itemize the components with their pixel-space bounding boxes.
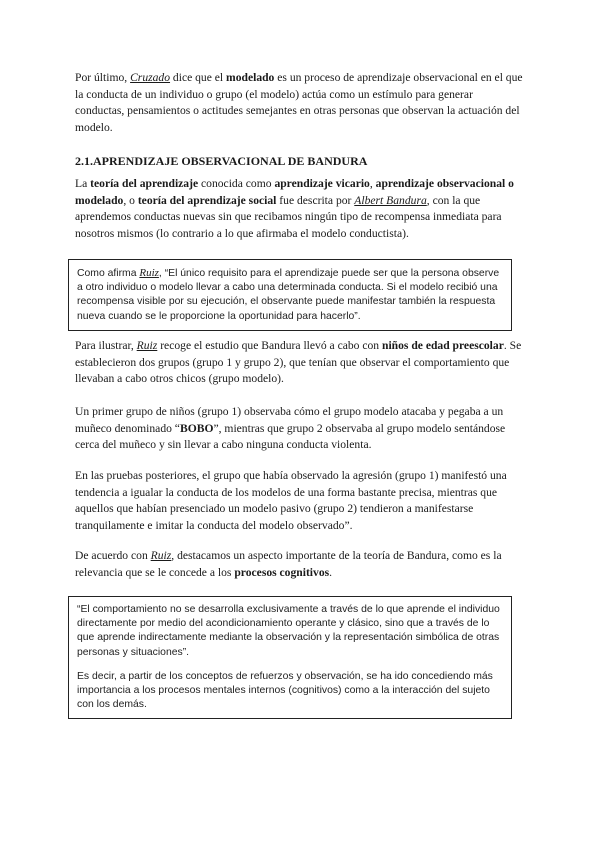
link-ruiz[interactable]: Ruiz xyxy=(139,267,159,279)
quote-box-ruiz xyxy=(68,259,512,331)
link-cruzado[interactable]: Cruzado xyxy=(130,71,171,84)
paragraph-bobo: Un primer grupo de niños (grupo 1) observaba cómo el grupo modelo atacaba y pegaba a un muñeco denominado “BOBO”, mientras que grupo 2 observaba al grupo modelo sentándose cerca del muñeco y sin llevar a cabo ninguna conducta violenta. xyxy=(75,405,506,452)
quote-text: Es decir, a partir de los conceptos de refuerzos y observación, se ha ido concediendo más importancia a los procesos mentales internos (cognitivos) como a la interacción del sujeto con los demás. xyxy=(77,670,493,711)
quote-text: Como afirma Ruiz, “El único requisito para el aprendizaje puede ser que la persona observe a otro individuo o modelo llevar a cabo una determinada conducta. Si el modelo recibió una recompensa visible por su ejecución, el observante puede manifestar también la respuesta nueva cuando se le proporcione la oportunidad para hacerlo”. xyxy=(77,267,500,322)
paragraph-modelado: Por último, Cruzado dice que el modelado es un proceso de aprendizaje observacional en el que la conducta de un individuo o grupo (el modelo) actúa como un estímulo para generar conductas, pensamientos o actitudes semejantes en otras personas que observan la actuación del modelo. xyxy=(75,71,523,134)
link-ruiz[interactable]: Ruiz xyxy=(136,339,158,352)
link-ruiz[interactable]: Ruiz xyxy=(150,549,172,562)
paragraph-ilustrar: Para ilustrar, Ruiz recoge el estudio que Bandura llevó a cabo con niños de edad preescolar. Se establecieron dos grupos (grupo 1 y grupo 2), que tenían que observar el comportamiento que llevaban a cabo otros chicos (grupo modelo). xyxy=(75,339,522,386)
link-albert-bandura[interactable]: Albert Bandura xyxy=(354,193,427,207)
quote-text: “El comportamiento no se desarrolla exclusivamente a través de lo que aprende el individuo directamente por medio del acondicionamiento operante y clásico, sino que a través de lo que aprende indirectamente mediante la observación y la representación simbólica de otras personas y situaciones”. xyxy=(77,604,500,658)
section-heading: 2.1.APRENDIZAJE OBSERVACIONAL DE BANDURA xyxy=(75,154,368,168)
paragraph-teoria: La teoría del aprendizaje conocida como aprendizaje vicario, aprendizaje observacional o modelado, o teoría del aprendizaje social fue descrita por Albert Bandura, con la que aprendemos conductas nuevas sin que recibamos ningún tipo de recompensa inmediata para nosotros mismos (lo contrario a lo que afirmaba el modelo conductista). xyxy=(75,177,514,240)
quote-box-comportamiento xyxy=(68,596,512,719)
paragraph-procesos: De acuerdo con Ruiz, destacamos un aspecto importante de la teoría de Bandura, como es la relevancia que se le concede a los procesos cognitivos. xyxy=(75,549,502,579)
paragraph-pruebas: En las pruebas posteriores, el grupo que había observado la agresión (grupo 1) manifestó una tendencia a igualar la conducta de los modelos de una forma bastante precisa, mientras que aquellos que habían presenciado un modelo pasivo (grupo 2) tendieron a manifestarse tranquilamente e imitar la conducta del modelo observado”. xyxy=(75,469,507,532)
